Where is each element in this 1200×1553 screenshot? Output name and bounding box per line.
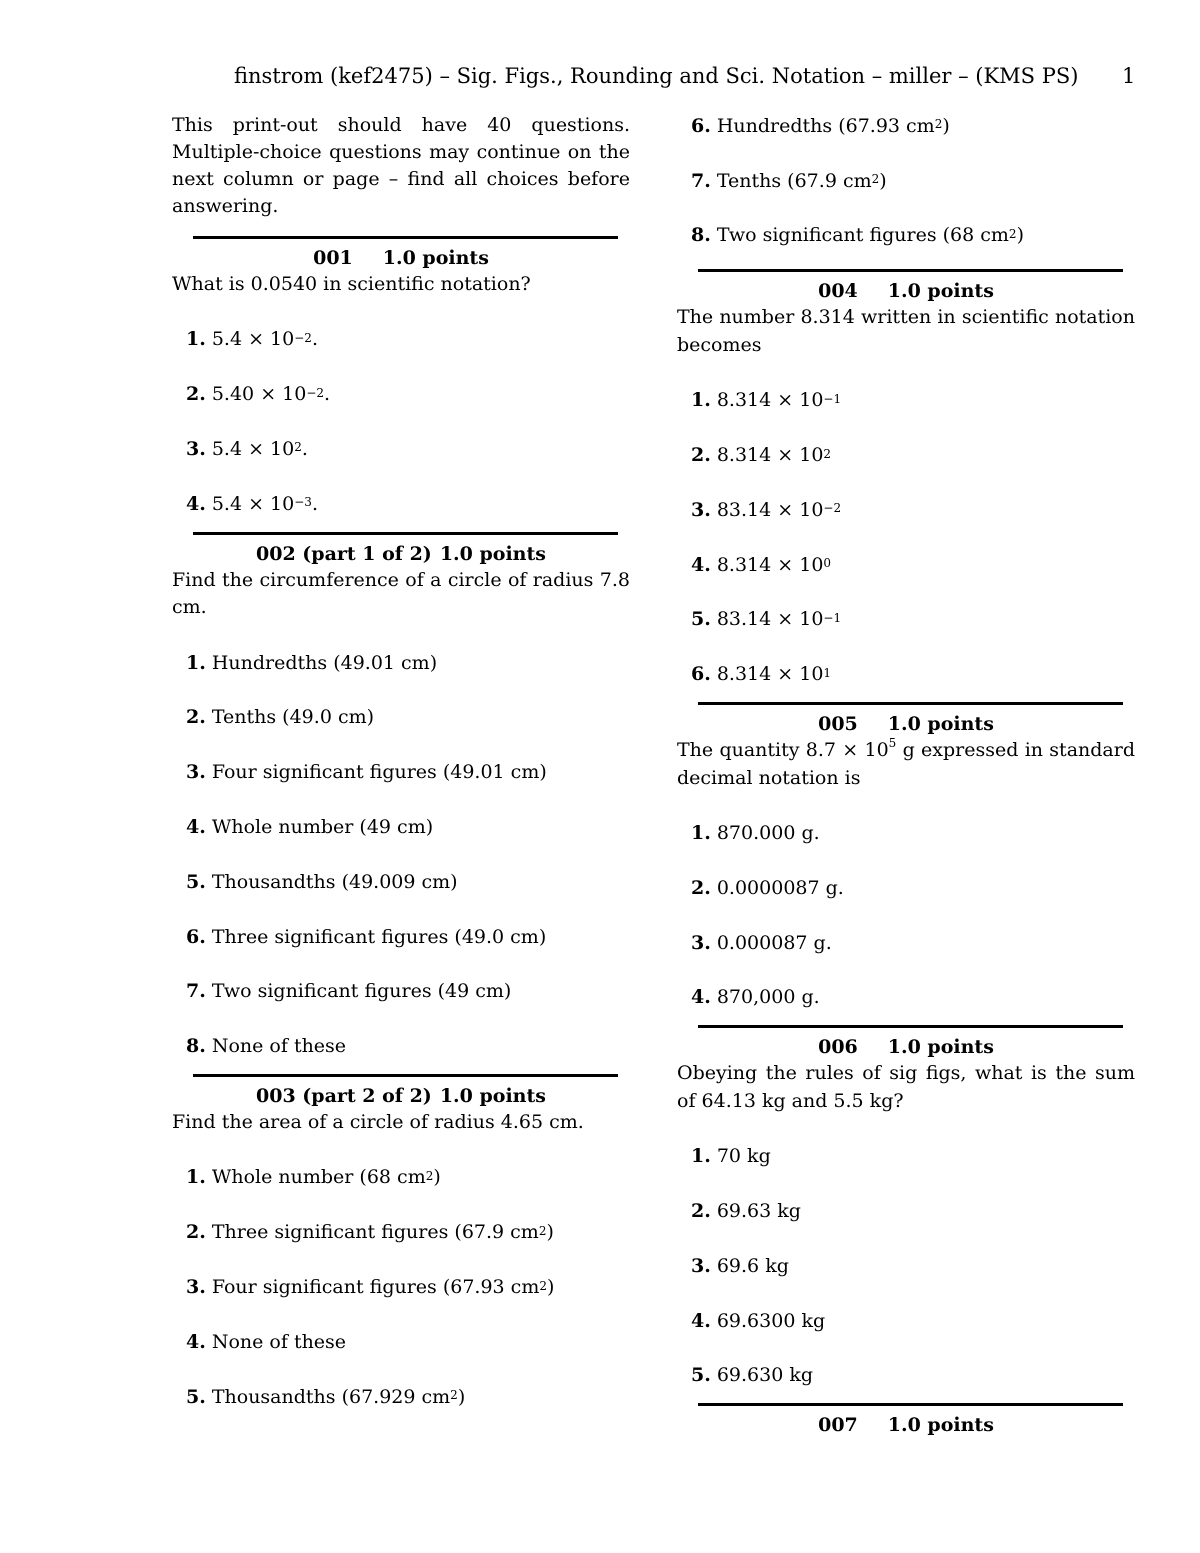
question-001 xyxy=(172,236,630,532)
choice-label: Four significant figures (67.93 cm xyxy=(211,1276,540,1299)
question-divider xyxy=(698,1403,1123,1406)
choice-list xyxy=(677,373,1135,702)
choice-item[interactable]: 3. 83.14 × 10 $^{-2}$ xyxy=(691,483,1135,538)
question-text: Find the circumference of a circle of radius 7.8 cm. xyxy=(172,568,630,619)
choice-item[interactable] xyxy=(691,1349,1135,1404)
choice-list xyxy=(677,806,1135,1025)
choice-number: 2. xyxy=(186,1221,206,1244)
page-number: 1 xyxy=(1122,64,1136,88)
choice-number: 1. xyxy=(186,651,206,674)
page-header: finstrom (kef2475) – Sig. Figs., Rounding and Sci. Notation – miller – (KMS PS) xyxy=(234,64,1079,88)
choice-number: 6. xyxy=(691,114,711,137)
question-header xyxy=(677,1412,1135,1438)
choice-label: Four significant figures (49.01 cm) xyxy=(211,761,547,784)
choice-label: 8.314 × 10 xyxy=(716,663,824,686)
choice-item[interactable] xyxy=(691,1129,1135,1184)
question-004 xyxy=(677,269,1135,702)
choice-item[interactable]: 4. 8.314 × 10 $^0$ xyxy=(691,538,1135,593)
choice-number: 4. xyxy=(186,1330,206,1353)
choice-list xyxy=(677,1129,1135,1403)
question-divider xyxy=(698,1025,1123,1028)
choice-label: 70 kg xyxy=(716,1145,771,1168)
choice-item[interactable] xyxy=(186,855,630,910)
choice-label: Tenths (49.0 cm) xyxy=(211,706,375,729)
question-number: 002 (part 1 of 2) xyxy=(256,542,432,565)
choice-label: 8.314 × 10 xyxy=(716,389,824,412)
choice-item[interactable] xyxy=(691,1294,1135,1349)
choice-item[interactable]: 3. 5.4 × 10 $^2$ . xyxy=(186,422,630,477)
choice-label: Two significant figures (49 cm) xyxy=(211,980,512,1003)
right-column xyxy=(677,112,1135,1438)
question-text xyxy=(677,737,1135,792)
question-points: 1.0 points xyxy=(887,280,994,303)
choice-number: 3. xyxy=(186,437,206,460)
question-points: 1.0 points xyxy=(887,713,994,736)
choice-item[interactable] xyxy=(691,1239,1135,1294)
question-number: 005 xyxy=(818,713,858,736)
question-text: Find the area of a circle of radius 4.65 cm. xyxy=(172,1111,584,1134)
question-005 xyxy=(677,702,1135,1025)
choice-tail: ) xyxy=(1016,224,1024,247)
question-number: 007 xyxy=(818,1414,858,1437)
choice-number: 2. xyxy=(691,444,711,467)
left-column xyxy=(172,112,630,1425)
choice-number: 3. xyxy=(186,1276,206,1299)
choice-number: 5. xyxy=(691,1364,711,1387)
choice-number: 6. xyxy=(186,925,206,948)
choice-label: Three significant figures (49.0 cm) xyxy=(211,925,547,948)
choice-label: 69.63 kg xyxy=(716,1200,801,1223)
choice-number: 1. xyxy=(691,822,711,845)
question-divider xyxy=(193,532,618,535)
question-divider xyxy=(698,269,1123,272)
choice-number: 3. xyxy=(691,931,711,954)
choice-item[interactable] xyxy=(691,916,1135,971)
choice-label: 8.314 × 10 xyxy=(716,444,824,467)
choice-number: 3. xyxy=(691,498,711,521)
choice-number: 7. xyxy=(186,980,206,1003)
choice-item[interactable] xyxy=(186,1315,630,1370)
choice-label: 69.6 kg xyxy=(716,1254,789,1277)
choice-item[interactable] xyxy=(186,745,630,800)
question-text-part: The quantity 8.7 × 10 xyxy=(677,739,889,762)
choice-item[interactable] xyxy=(691,806,1135,861)
question-header xyxy=(677,711,1135,737)
choice-label: 83.14 × 10 xyxy=(716,498,824,521)
question-points: 1.0 points xyxy=(887,1414,994,1437)
choice-label: Hundredths (49.01 cm) xyxy=(211,651,438,674)
choice-label: Whole number (68 cm xyxy=(211,1166,426,1189)
choice-item[interactable]: 7. Tenths (67.9 cm $^2$ ) xyxy=(691,154,1135,209)
choice-number: 1. xyxy=(691,1145,711,1168)
question-divider xyxy=(698,702,1123,705)
choice-item[interactable] xyxy=(186,800,630,855)
choice-item[interactable]: 1. Whole number (68 cm $^2$ ) xyxy=(186,1151,630,1206)
choice-item[interactable]: 5. 83.14 × 10 $^{-1}$ xyxy=(691,593,1135,648)
question-text: The number 8.314 written in scientific notation becomes xyxy=(677,306,1135,356)
question-number: 001 xyxy=(313,247,353,269)
choice-item[interactable]: 3. Four significant figures (67.93 cm $^2$ ) xyxy=(186,1260,630,1315)
question-number: 006 xyxy=(818,1036,858,1059)
choice-item[interactable]: 6. Hundredths (67.93 cm $^2$ ) xyxy=(691,99,1135,154)
choice-item[interactable] xyxy=(186,636,630,691)
question-number: 004 xyxy=(818,280,858,303)
choice-item[interactable] xyxy=(691,971,1135,1026)
choice-item[interactable] xyxy=(691,861,1135,916)
choice-number: 6. xyxy=(691,663,711,686)
choice-label: 0.0000087 g. xyxy=(716,876,844,899)
question-header xyxy=(172,541,630,567)
choice-label: Thousandths (49.009 cm) xyxy=(211,870,458,893)
choice-number: 3. xyxy=(691,1254,711,1277)
question-points: 1.0 points xyxy=(382,247,489,269)
choice-label: None of these xyxy=(211,1035,347,1058)
choice-number: 2. xyxy=(186,383,206,406)
choice-item[interactable] xyxy=(186,910,630,965)
choice-label: 8.314 × 10 xyxy=(716,553,824,576)
question-003 xyxy=(172,1074,630,1424)
question-header xyxy=(172,1083,630,1109)
question-text: What is 0.0540 in scientific notation? xyxy=(172,273,531,295)
question-006 xyxy=(677,1025,1135,1403)
choice-item[interactable]: 2. 5.40 × 10 $^{-2}$ . xyxy=(186,367,630,422)
choice-label: 69.6300 kg xyxy=(716,1309,826,1332)
choice-list xyxy=(172,636,630,1074)
question-header xyxy=(677,1034,1135,1060)
question-007 xyxy=(677,1403,1135,1438)
choice-item[interactable] xyxy=(186,964,630,1019)
question-text-part: g expressed in standard decimal notation is xyxy=(677,739,1135,789)
choice-item[interactable]: 2. 8.314 × 10 $^2$ xyxy=(691,428,1135,483)
choice-item[interactable]: 1. 5.4 × 10 $^{-2}$ . xyxy=(186,313,630,368)
question-divider xyxy=(193,236,618,239)
choice-number: 2. xyxy=(691,1200,711,1223)
choice-label: 5.4 × 10 xyxy=(211,492,295,515)
choice-tail: ) xyxy=(433,1166,441,1189)
choice-number: 1. xyxy=(186,1166,206,1189)
choice-tail: ) xyxy=(457,1385,466,1408)
choice-item[interactable] xyxy=(691,1184,1135,1239)
choice-label: Whole number (49 cm) xyxy=(211,815,434,838)
choice-tail: ) xyxy=(879,169,887,192)
choice-label: 5.40 × 10 xyxy=(211,383,307,406)
choice-number: 2. xyxy=(186,706,206,729)
choice-item[interactable] xyxy=(186,1019,630,1074)
choice-label: Two significant figures (68 cm xyxy=(716,224,1009,247)
question-points: 1.0 points xyxy=(887,1036,994,1059)
choice-tail: . xyxy=(301,437,308,460)
choice-number: 2. xyxy=(691,876,711,899)
choice-number: 1. xyxy=(186,328,206,351)
choice-number: 4. xyxy=(691,986,711,1009)
choice-number: 4. xyxy=(186,492,206,515)
choice-label: 5.4 × 10 xyxy=(211,437,295,460)
choice-label: Thousandths (67.929 cm xyxy=(211,1385,451,1408)
choice-item[interactable]: 4. 5.4 × 10 $^{-3}$ . xyxy=(186,477,630,532)
choice-number: 8. xyxy=(186,1035,206,1058)
choice-number: 7. xyxy=(691,169,711,192)
question-header xyxy=(172,245,630,271)
question-002 xyxy=(172,532,630,1074)
choice-label: 83.14 × 10 xyxy=(716,608,824,631)
choice-label: None of these xyxy=(211,1330,347,1353)
choice-label: Tenths (67.9 cm xyxy=(716,169,872,192)
choice-number: 5. xyxy=(186,870,206,893)
choice-list xyxy=(172,313,630,532)
question-text-exponent: 5 xyxy=(888,735,897,750)
choice-list-continued xyxy=(677,99,1135,263)
choice-item[interactable]: 5. Thousandths (67.929 cm $^2$ ) xyxy=(186,1370,630,1425)
choice-label: 870.000 g. xyxy=(716,822,820,845)
choice-label: 5.4 × 10 xyxy=(211,328,295,351)
choice-number: 8. xyxy=(691,224,711,247)
question-points: 1.0 points xyxy=(439,1085,546,1108)
choice-item[interactable]: 1. 8.314 × 10 $^{-1}$ xyxy=(691,373,1135,428)
choice-number: 5. xyxy=(691,608,711,631)
choice-number: 5. xyxy=(186,1385,206,1408)
choice-item[interactable]: 8. Two significant figures (68 cm $^2$ ) xyxy=(691,209,1135,264)
choice-label: Hundredths (67.93 cm xyxy=(716,114,935,137)
choice-tail: . xyxy=(311,328,318,351)
choice-label: 870,000 g. xyxy=(716,986,820,1009)
choice-number: 4. xyxy=(691,1309,711,1332)
question-divider xyxy=(193,1074,618,1077)
intro-text: This print-out should have 40 questions. Multiple-choice questions may continue on the next column or page – find all choices before answering. xyxy=(172,114,630,217)
choice-item[interactable] xyxy=(186,690,630,745)
question-header xyxy=(677,278,1135,304)
question-text: Obeying the rules of sig figs, what is the sum of 64.13 kg and 5.5 kg? xyxy=(677,1062,1135,1112)
question-number: 003 (part 2 of 2) xyxy=(256,1085,432,1108)
choice-item[interactable]: 2. Three significant figures (67.9 cm $^2$ ) xyxy=(186,1205,630,1260)
choice-number: 4. xyxy=(186,815,206,838)
choice-label: Three significant figures (67.9 cm xyxy=(211,1221,539,1244)
choice-tail: ) xyxy=(546,1276,555,1299)
choice-tail: . xyxy=(324,383,331,406)
choice-list xyxy=(172,1151,630,1425)
choice-item[interactable]: 6. 8.314 × 10 $^1$ xyxy=(691,647,1135,702)
choice-number: 4. xyxy=(691,553,711,576)
choice-tail: . xyxy=(311,492,318,515)
choice-label: 69.630 kg xyxy=(716,1364,814,1387)
choice-tail: ) xyxy=(546,1221,554,1244)
choice-number: 1. xyxy=(691,389,711,412)
choice-number: 3. xyxy=(186,761,206,784)
choice-label: 0.000087 g. xyxy=(716,931,832,954)
choice-tail: ) xyxy=(942,114,950,137)
question-points: 1.0 points xyxy=(439,542,546,565)
